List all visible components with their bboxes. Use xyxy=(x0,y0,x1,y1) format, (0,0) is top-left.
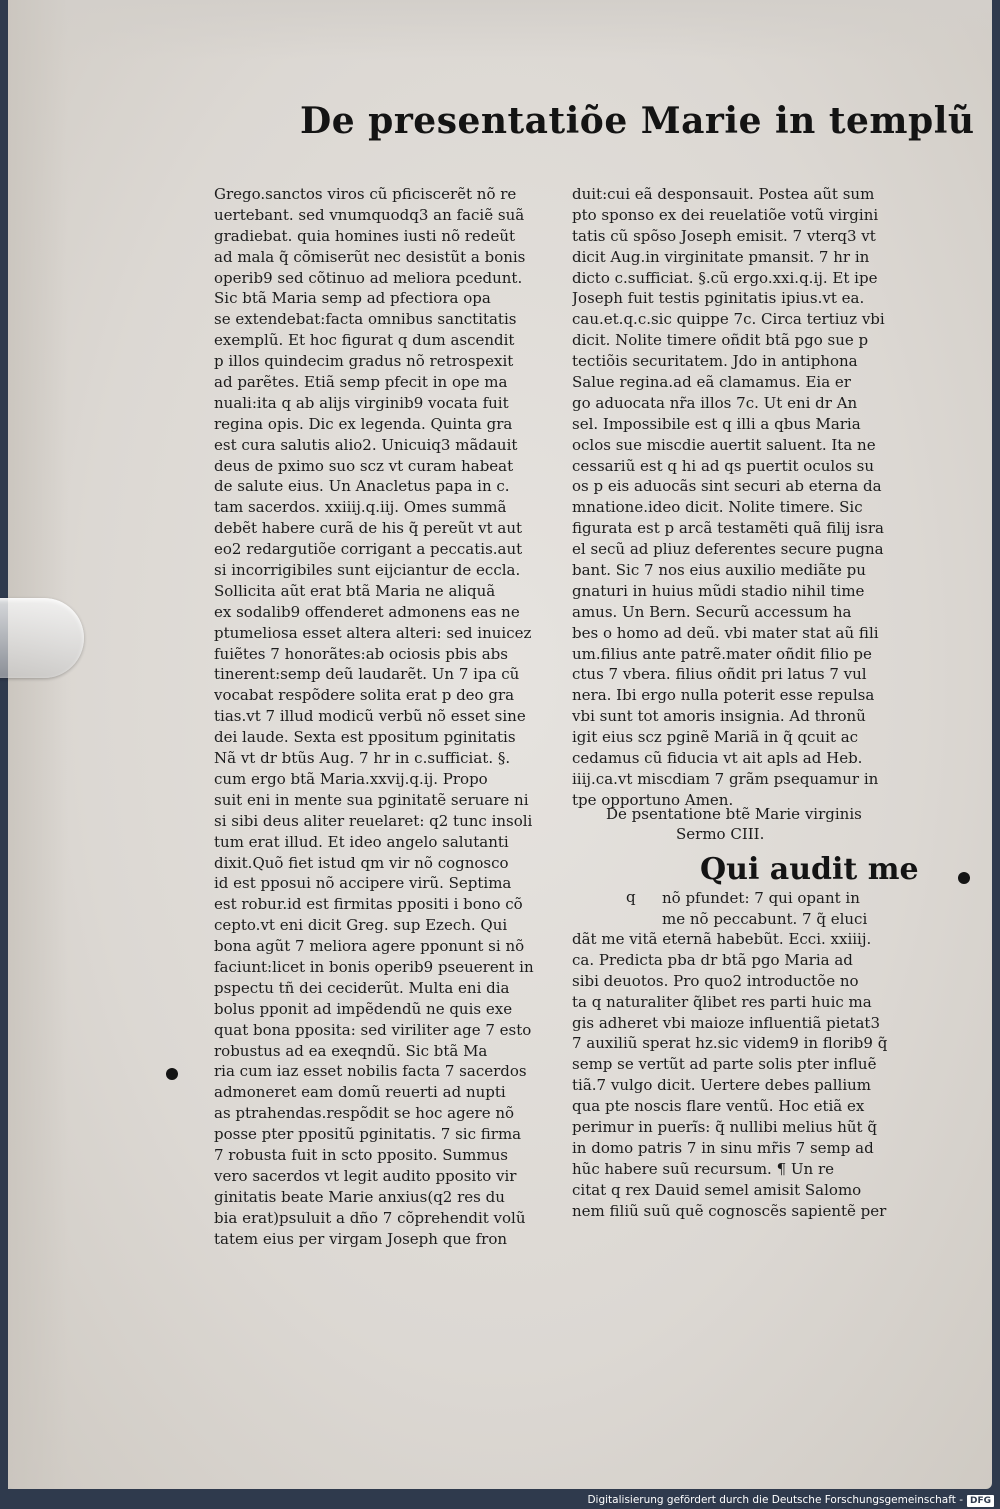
text-line: bolus pponit ad impẽdendũ ne quis exe xyxy=(214,999,513,1018)
text-line: bona agũt 7 meliora agere pponunt si nõ xyxy=(214,937,525,956)
page-heading: De presentatiõe Marie in templũ xyxy=(300,100,975,142)
text-line: tinerent:semp deũ laudarẽt. Un 7 ipa cũ xyxy=(214,665,520,684)
text-line: um.filius ante patrẽ.mater oñdit filio pe xyxy=(572,644,872,663)
text-line: ad parẽtes. Etiã semp pfecit in ope ma xyxy=(214,373,508,392)
text-line: cau.et.q.c.sic quippe 7c. Circa tertiuz vbi xyxy=(572,310,885,329)
text-line: suit eni in mente sua pginitatẽ seruare ni xyxy=(214,790,529,809)
text-line: dixit.Quõ fiet istud qm vir nõ cognosco xyxy=(214,853,509,872)
text-line: uertebant. sed vnumquodq3 an faciẽ suã xyxy=(214,205,525,224)
sermon-incipit: Qui audit me xyxy=(700,852,919,887)
text-line: pspectu tñ dei ceciderũt. Multa eni dia xyxy=(214,978,510,997)
text-line: deus de pximo suo scz vt curam habeat xyxy=(214,456,514,475)
text-line: vero sacerdos vt legit audito pposito vir xyxy=(214,1166,517,1185)
text-line: si sibi deus aliter reuelaret: q2 tunc insoli xyxy=(214,811,533,830)
text-line: Sollicita aũt erat btã Maria ne aliquã xyxy=(214,581,496,600)
text-line: bia erat)psuluit a dño 7 cõprehendit volũ xyxy=(214,1208,526,1227)
text-line: Joseph fuit testis pginitatis ipius.vt ea. xyxy=(572,289,865,308)
text-line: nuali:ita q ab alijs virginib9 vocata fuit xyxy=(214,393,509,412)
text-line: vbi sunt tot amoris insignia. Ad thronũ xyxy=(572,707,866,726)
text-line: ginitatis beate Marie anxius(q2 res du xyxy=(214,1187,505,1206)
text-line: nem filiũ suũ quẽ cognoscẽs sapientẽ per xyxy=(572,1201,887,1220)
text-line: ta q naturaliter q̃libet res parti huic ma xyxy=(572,992,872,1011)
text-line: 7 auxiliũ sperat hz.sic videm9 in florib9 q̃ xyxy=(572,1034,888,1053)
text-line: ptumeliosa esset altera alteri: sed inuicez xyxy=(214,623,532,642)
text-line: fuiẽtes 7 honorãtes:ab ociosis pbis abs xyxy=(214,644,508,663)
text-line: est cura salutis alio2. Unicuiq3 mãdauit xyxy=(214,435,518,454)
text-line: dicit. Nolite timere oñdit btã pgo sue p xyxy=(572,331,869,350)
text-line: perimur in puerĩs: q̃ nullibi melius hũt q̃ xyxy=(572,1118,877,1137)
text-line: figurata est p arcã testamẽti quã filij isra xyxy=(572,519,884,538)
footer-text: Digitalisierung gefördert durch die Deutsche Forschungsgemeinschaft - xyxy=(587,1494,963,1506)
text-line: in domo patris 7 in sinu mr̃is 7 semp ad xyxy=(572,1138,874,1157)
text-line: Nã vt dr btũs Aug. 7 hr in c.sufficiat. §. xyxy=(214,749,511,768)
text-line: ca. Predicta pba dr btã pgo Maria ad xyxy=(572,950,853,969)
punch-hole-left xyxy=(166,1068,178,1080)
text-line: tpe opportuno Amen. xyxy=(572,790,734,809)
text-line: dicto c.sufficiat. §.cũ ergo.xxi.q.ij. Et ipe xyxy=(572,268,878,287)
text-line: gis adheret vbi maioze influentiã pietat3 xyxy=(572,1013,880,1032)
text-line: tum erat illud. Et ideo angelo salutanti xyxy=(214,832,509,851)
text-line: cepto.vt eni dicit Greg. sup Ezech. Qui xyxy=(214,916,508,935)
text-line: tam sacerdos. xxiiij.q.iij. Omes summã xyxy=(214,498,507,517)
text-line: ex sodalib9 offenderet admonens eas ne xyxy=(214,602,520,621)
sermon-title-line-1: De psentatione btẽ Marie virginis xyxy=(606,805,862,823)
text-line: id est pposui nõ accipere virũ. Septima xyxy=(214,874,512,893)
text-line: go aduocata nr̃a illos 7c. Ut eni dr An xyxy=(572,393,858,412)
digitization-footer xyxy=(587,1494,994,1507)
text-line: eo2 redargutiõe corrigant a peccatis.aut xyxy=(214,540,523,559)
text-line: tatis cũ spõso Joseph emisit. 7 vterq3 vt xyxy=(572,226,876,245)
text-line: mnatione.ideo dicit. Nolite timere. Sic xyxy=(572,498,863,517)
text-line: cedamus cũ fiducia vt ait apls ad Heb. xyxy=(572,749,863,768)
text-line: iiij.ca.vt miscdiam 7 grãm psequamur in xyxy=(572,769,879,788)
text-line: ad mala q̃ cõmiserũt nec desistũt a bonis xyxy=(214,247,526,266)
text-line: si incorrigibiles sunt eijciantur de eccla. xyxy=(214,561,521,580)
text-line: nera. Ibi ergo nulla poterit esse repulsa xyxy=(572,686,875,705)
right-text-column xyxy=(572,184,912,811)
text-line: se extendebat:facta omnibus sanctitatis xyxy=(214,310,517,329)
sermon-title xyxy=(606,804,916,844)
text-line: vocabat respõdere solita erat p deo gra xyxy=(214,686,515,705)
sermon-body-text xyxy=(572,929,912,1221)
text-line: admoneret eam domũ reuerti ad nupti xyxy=(214,1083,506,1102)
text-line: gradiebat. quia homines iusti nõ redeũt xyxy=(214,226,516,245)
text-line: sel. Impossibile est q illi a qbus Maria xyxy=(572,414,861,433)
text-line: oclos sue miscdie auertit saluent. Ita ne xyxy=(572,435,876,454)
punch-hole-right xyxy=(958,872,970,884)
text-line: citat q rex Dauid semel amisit Salomo xyxy=(572,1180,862,1199)
text-line: tatem eius per virgam Joseph que fron xyxy=(214,1229,508,1248)
text-line: ctus 7 vbera. filius oñdit pri latus 7 vul xyxy=(572,665,867,684)
text-line: Salue regina.ad eã clamamus. Eia er xyxy=(572,373,851,392)
text-line: bant. Sic 7 nos eius auxilio mediãte pu xyxy=(572,561,866,580)
text-line: 7 robusta fuit in scto pposito. Summus xyxy=(214,1145,508,1164)
text-line: exemplũ. Et hoc figurat q dum ascendit xyxy=(214,331,515,350)
text-line: nõ pfundet: 7 qui opant in xyxy=(662,889,860,907)
text-line: robustus ad ea exeqndũ. Sic btã Ma xyxy=(214,1041,488,1060)
text-line: el secũ ad pliuz deferentes secure pugna xyxy=(572,540,884,559)
guide-letter: q xyxy=(626,888,636,906)
text-line: igit eius scz pginẽ Mariã in q̃ qcuit ac xyxy=(572,728,859,747)
sermon-indented-text xyxy=(662,888,922,930)
text-line: as ptrahendas.respõdit se hoc agere nõ xyxy=(214,1104,515,1123)
text-line: duit:cui eã desponsauit. Postea aũt sum xyxy=(572,185,875,203)
dfg-logo: DFG xyxy=(967,1495,994,1507)
text-line: faciunt:licet in bonis operib9 pseuerent in xyxy=(214,957,534,976)
text-line: dei laude. Sexta est ppositum pginitatis xyxy=(214,728,516,747)
text-line: de salute eius. Un Anacletus papa in c. xyxy=(214,477,510,496)
text-line: regina opis. Dic ex legenda. Quinta gra xyxy=(214,414,513,433)
text-line: bes o homo ad deũ. vbi mater stat aũ fili xyxy=(572,623,879,642)
text-line: debẽt habere curã de his q̃ pereũt vt aut xyxy=(214,519,523,538)
text-line: tiã.7 vulgo dicit. Uertere debes pallium xyxy=(572,1076,871,1095)
page-shading-left xyxy=(8,0,68,1489)
text-line: tectiõis securitatem. Jdo in antiphona xyxy=(572,352,858,371)
text-line: hũc habere suũ recursum. ¶ Un re xyxy=(572,1159,835,1178)
left-text-column xyxy=(214,184,554,1249)
text-line: est robur.id est firmitas ppositi i bono cõ xyxy=(214,895,523,914)
text-line: p illos quindecim gradus nõ retrospexit xyxy=(214,352,514,371)
text-line: tias.vt 7 illud modicũ verbũ nõ esset sine xyxy=(214,707,526,726)
text-line: sibi deuotos. Pro quo2 introductõe no xyxy=(572,971,859,990)
text-line: posse pter ppositũ pginitatis. 7 sic firma xyxy=(214,1125,522,1144)
page-shading-top xyxy=(8,0,992,60)
text-line: me nõ peccabunt. 7 q̃ eluci xyxy=(662,909,868,928)
text-line: cum ergo btã Maria.xxvij.q.ij. Propo xyxy=(214,769,488,788)
text-line: operib9 sed cõtinuo ad meliora pcedunt. xyxy=(214,268,523,287)
sermon-title-line-2: Sermo CIII. xyxy=(676,825,765,843)
text-line: amus. Un Bern. Securũ accessum ha xyxy=(572,602,852,621)
text-line: gnaturi in huius mũdi stadio nihil time xyxy=(572,581,865,600)
page-clip xyxy=(0,598,84,678)
text-line: quat bona pposita: sed viriliter age 7 esto xyxy=(214,1020,532,1039)
text-line: pto sponso ex dei reuelatiõe votũ virgini xyxy=(572,205,879,224)
text-line: os p eis aduocãs sint securi ab eterna da xyxy=(572,477,882,496)
text-line: dãt me vitã eternã habebũt. Ecci. xxiiij. xyxy=(572,930,872,948)
text-line: dicit Aug.in virginitate pmansit. 7 hr in xyxy=(572,247,870,266)
text-line: ria cum iaz esset nobilis facta 7 sacerdos xyxy=(214,1062,527,1081)
text-line: Grego.sanctos viros cũ pficiscerẽt nõ re xyxy=(214,185,517,203)
text-line: semp se vertũt ad parte solis pter influẽ xyxy=(572,1055,877,1074)
text-line: cessariũ est q hi ad qs puertit oculos su xyxy=(572,456,875,475)
text-line: Sic btã Maria semp ad pfectiora opa xyxy=(214,289,491,308)
text-line: qua pte noscis flare ventũ. Hoc etiã ex xyxy=(572,1097,865,1116)
